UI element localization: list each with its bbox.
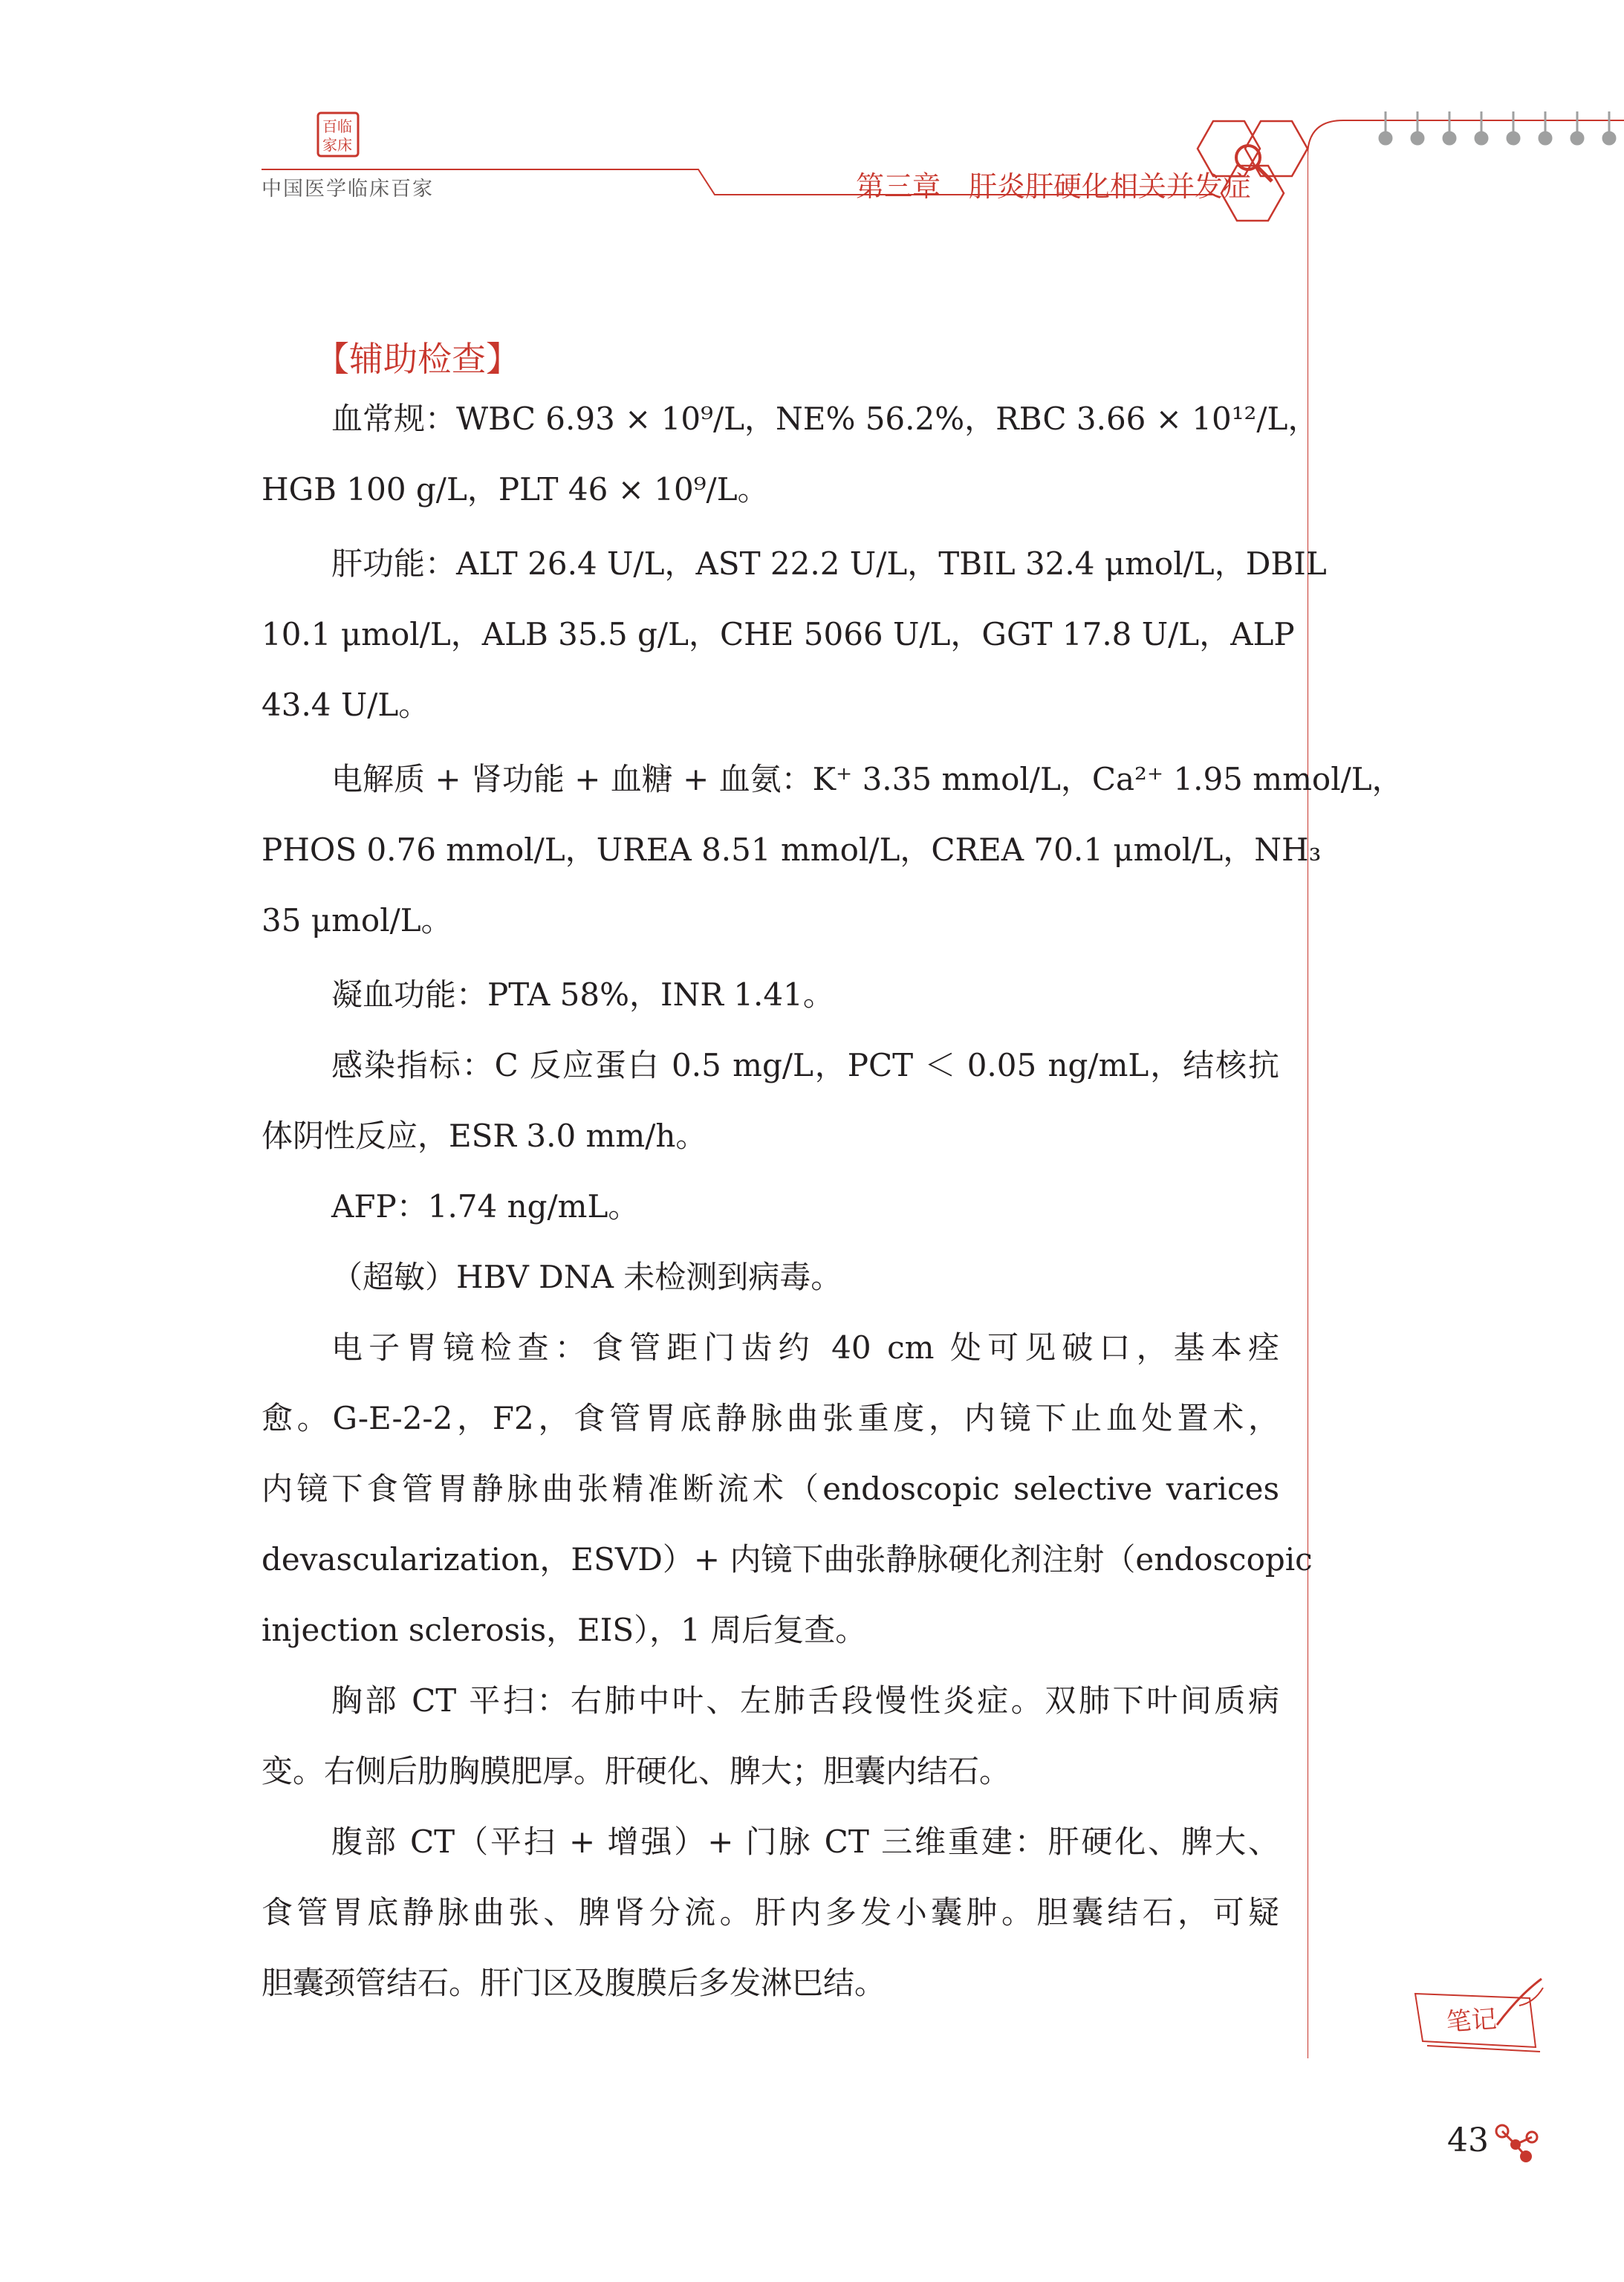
- text-line: 凝血功能：PTA 58%，INR 1.41。: [331, 976, 834, 1013]
- text-line: PHOS 0.76 mmol/L，UREA 8.51 mmol/L，CREA 70.1 μmol/L，NH₃: [262, 832, 1322, 868]
- text-line: （超敏）HBV DNA 未检测到病毒。: [331, 1259, 842, 1295]
- text-line: 感染指标：C 反应蛋白 0.5 mg/L，PCT ＜ 0.05 ng/mL，结核抗: [331, 1047, 1279, 1083]
- notes-margin-decoration: [1308, 111, 1624, 2081]
- text-line: AFP：1.74 ng/mL。: [331, 1188, 640, 1225]
- text-line: 内镜下食管胃静脉曲张精准断流术（endoscopic selective varices: [262, 1471, 1279, 1507]
- text-line: 肝功能：ALT 26.4 U/L，AST 22.2 U/L，TBIL 32.4 μmol/L，DBIL: [331, 545, 1327, 582]
- molecule-icon: [1492, 2119, 1544, 2165]
- text-line: 食管胃底静脉曲张、脾肾分流。肝内多发小囊肿。胆囊结石，可疑: [262, 1894, 1279, 1931]
- binding-rings: [1379, 111, 1616, 145]
- section-heading: 【辅助检查】: [315, 339, 520, 379]
- paragraph: [262, 1030, 1279, 1171]
- text-line: 腹部 CT（平扫 + 增强）+ 门脉 CT 三维重建：肝硬化、脾大、: [331, 1824, 1279, 1860]
- text-line: 电子胃镜检查：食管距门齿约 40 cm 处可见破口，基本痊: [331, 1329, 1279, 1366]
- text-line: 35 μmol/L。: [262, 902, 452, 939]
- text-line: 血常规：WBC 6.93 × 10⁹/L，NE% 56.2%，RBC 3.66 × 10¹²/L，: [331, 401, 1319, 437]
- text-line: 胸部 CT 平扫：右肺中叶、左肺舌段慢性炎症。双肺下叶间质病: [331, 1682, 1279, 1719]
- paragraph: [262, 959, 834, 1030]
- paragraph: [262, 1665, 1279, 1806]
- text-line: 10.1 μmol/L，ALB 35.5 g/L，CHE 5066 U/L，GGT 17.8 U/L，ALP: [262, 616, 1295, 652]
- chapter-title: 第三章 肝炎肝硬化相关并发症: [856, 170, 1252, 203]
- text-line: 胆囊颈管结石。肝门区及腹膜后多发淋巴结。: [262, 1965, 886, 2001]
- text-line: 43.4 U/L。: [262, 687, 430, 723]
- paragraph: [262, 383, 1319, 525]
- paragraph: [262, 1806, 1279, 2018]
- paragraph: [262, 1242, 842, 1312]
- text-line: injection sclerosis，EIS），1 周后复查。: [262, 1612, 867, 1648]
- series-title: 中国医学临床百家: [262, 178, 434, 201]
- text-line: 体阴性反应，ESR 3.0 mm/h。: [262, 1118, 707, 1154]
- publisher-seal-logo: [316, 111, 360, 158]
- paragraph: [262, 1312, 1313, 1665]
- text-line: devascularization，ESVD）+ 内镜下曲张静脉硬化剂注射（endoscopic: [262, 1541, 1313, 1578]
- text-line: 变。右侧后肋胸膜肥厚。肝硬化、脾大；胆囊内结石。: [262, 1753, 1011, 1789]
- page-number: 43: [1447, 2121, 1489, 2159]
- notes-label: 笔记: [1445, 2004, 1498, 2038]
- notes-badge: [1408, 1973, 1549, 2055]
- paragraph: [262, 528, 1327, 740]
- paragraph: [262, 744, 1403, 956]
- text-line: HGB 100 g/L，PLT 46 × 10⁹/L。: [262, 471, 769, 508]
- text-line: 愈。G-E-2-2，F2，食管胃底静脉曲张重度，内镜下止血处置术，: [262, 1400, 1279, 1436]
- paragraph: [262, 1171, 639, 1242]
- svg-text:家床: 家床: [322, 136, 352, 154]
- svg-text:百临: 百临: [322, 117, 352, 135]
- text-line: 电解质 + 肾功能 + 血糖 + 血氨：K⁺ 3.35 mmol/L，Ca²⁺ 1.95 mmol/L，: [331, 761, 1403, 797]
